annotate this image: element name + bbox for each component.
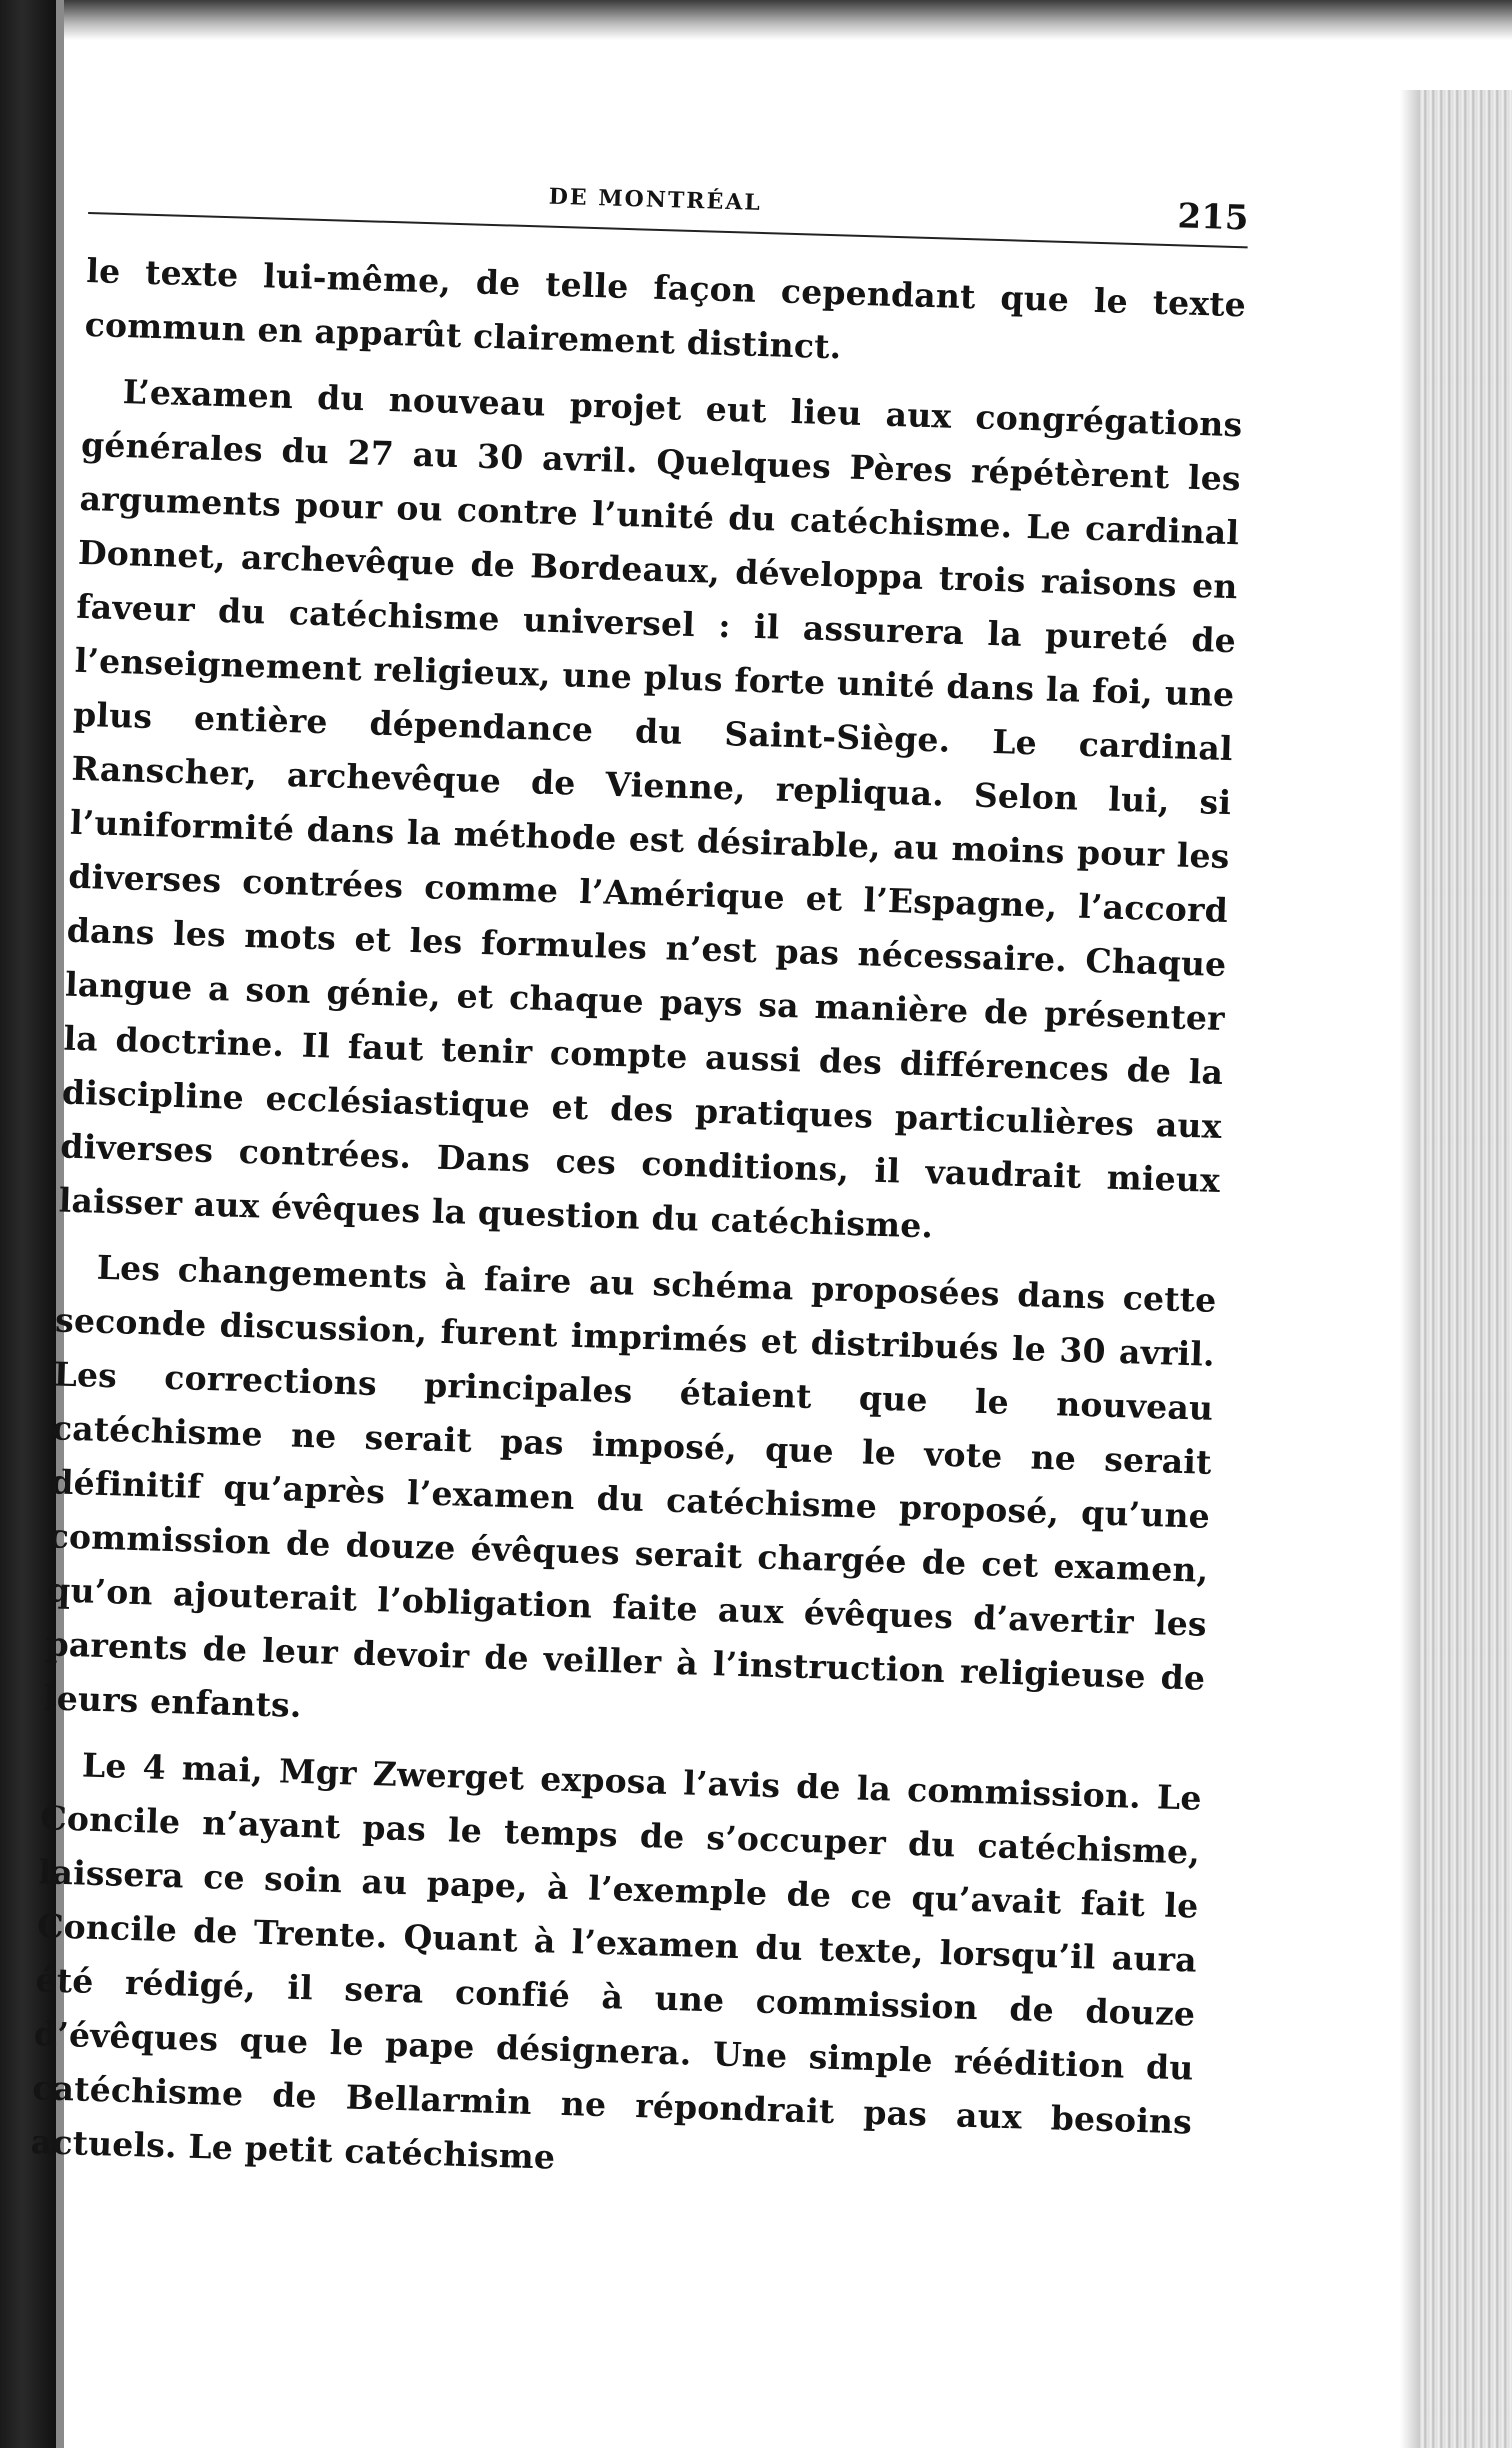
body-text: [30, 244, 1247, 2204]
paragraph: Le 4 mai, Mgr Zwerget exposa l’avis de la commission. Le Concile n’ayant pas le temps de s’occuper du catéchisme, laissera ce soin au pape, à l’exemple de ce qu’avait fait le Concile de Trente. Quant à l’examen du texte, lorsqu’il aura été rédigé, il sera confié à une commission de douze d’évêques que le pape désignera. Une simple réédition du catéchisme de Bellarmin ne répondrait pas aux besoins actuels. Le petit catéchisme: [30, 1745, 1203, 2177]
running-title: DE MONTRÉAL: [548, 183, 763, 216]
page-number: 215: [1176, 196, 1250, 239]
paragraph: le texte lui-même, de telle façon cependant que le texte commun en apparût clairement distinct.: [84, 250, 1247, 367]
top-shadow: [64, 0, 1512, 40]
running-head: [88, 150, 1250, 254]
page-edges: [1420, 90, 1512, 2448]
header-rule: [88, 212, 1248, 248]
paragraph: L’examen du nouveau projet eut lieu aux congrégations générales du 27 au 30 avril. Quelques Pères répétèrent les arguments pour ou contre l’unité du catéchisme. Le cardinal Donnet, archevêque de Bordeaux, développa trois raisons en faveur du catéchisme universel : il assurera la pureté de l’enseignement religieux, une plus forte unité dans la foi, une plus entière dépendance du Saint-Siège. Le cardinal Ranscher, archevêque de Vienne, repliqua. Selon lui, si l’uniformité dans la méthode est désirable, au moins pour les diverses contrées comme l’Amérique et l’Espagne, l’accord dans les mots et les formules n’est pas nécessaire. Chaque langue a son génie, et chaque pays sa manière de présenter la doctrine. Il faut tenir compte aussi des différences de la discipline ecclésiastique et des pratiques particulières aux diverses contrées. Dans ces conditions, il vaudrait mieux laisser aux évêques la question du catéchisme.: [58, 372, 1243, 1246]
page-content: [28, 150, 1249, 2263]
paragraph: Les changements à faire au schéma proposées dans cette seconde discussion, furent imprimés et distribués le 30 avril. Les corrections principales étaient que le nouveau catéchisme ne serait pas imposé, que le vote ne serait définitif qu’après l’examen du catéchisme proposé, qu’une commission de douze évêques serait chargée de cet examen, qu’on ajouterait l’obligation faite aux évêques d’avertir les parents de leur devoir de veiller à l’instruction religieuse de leurs enfants.: [43, 1247, 1217, 1725]
